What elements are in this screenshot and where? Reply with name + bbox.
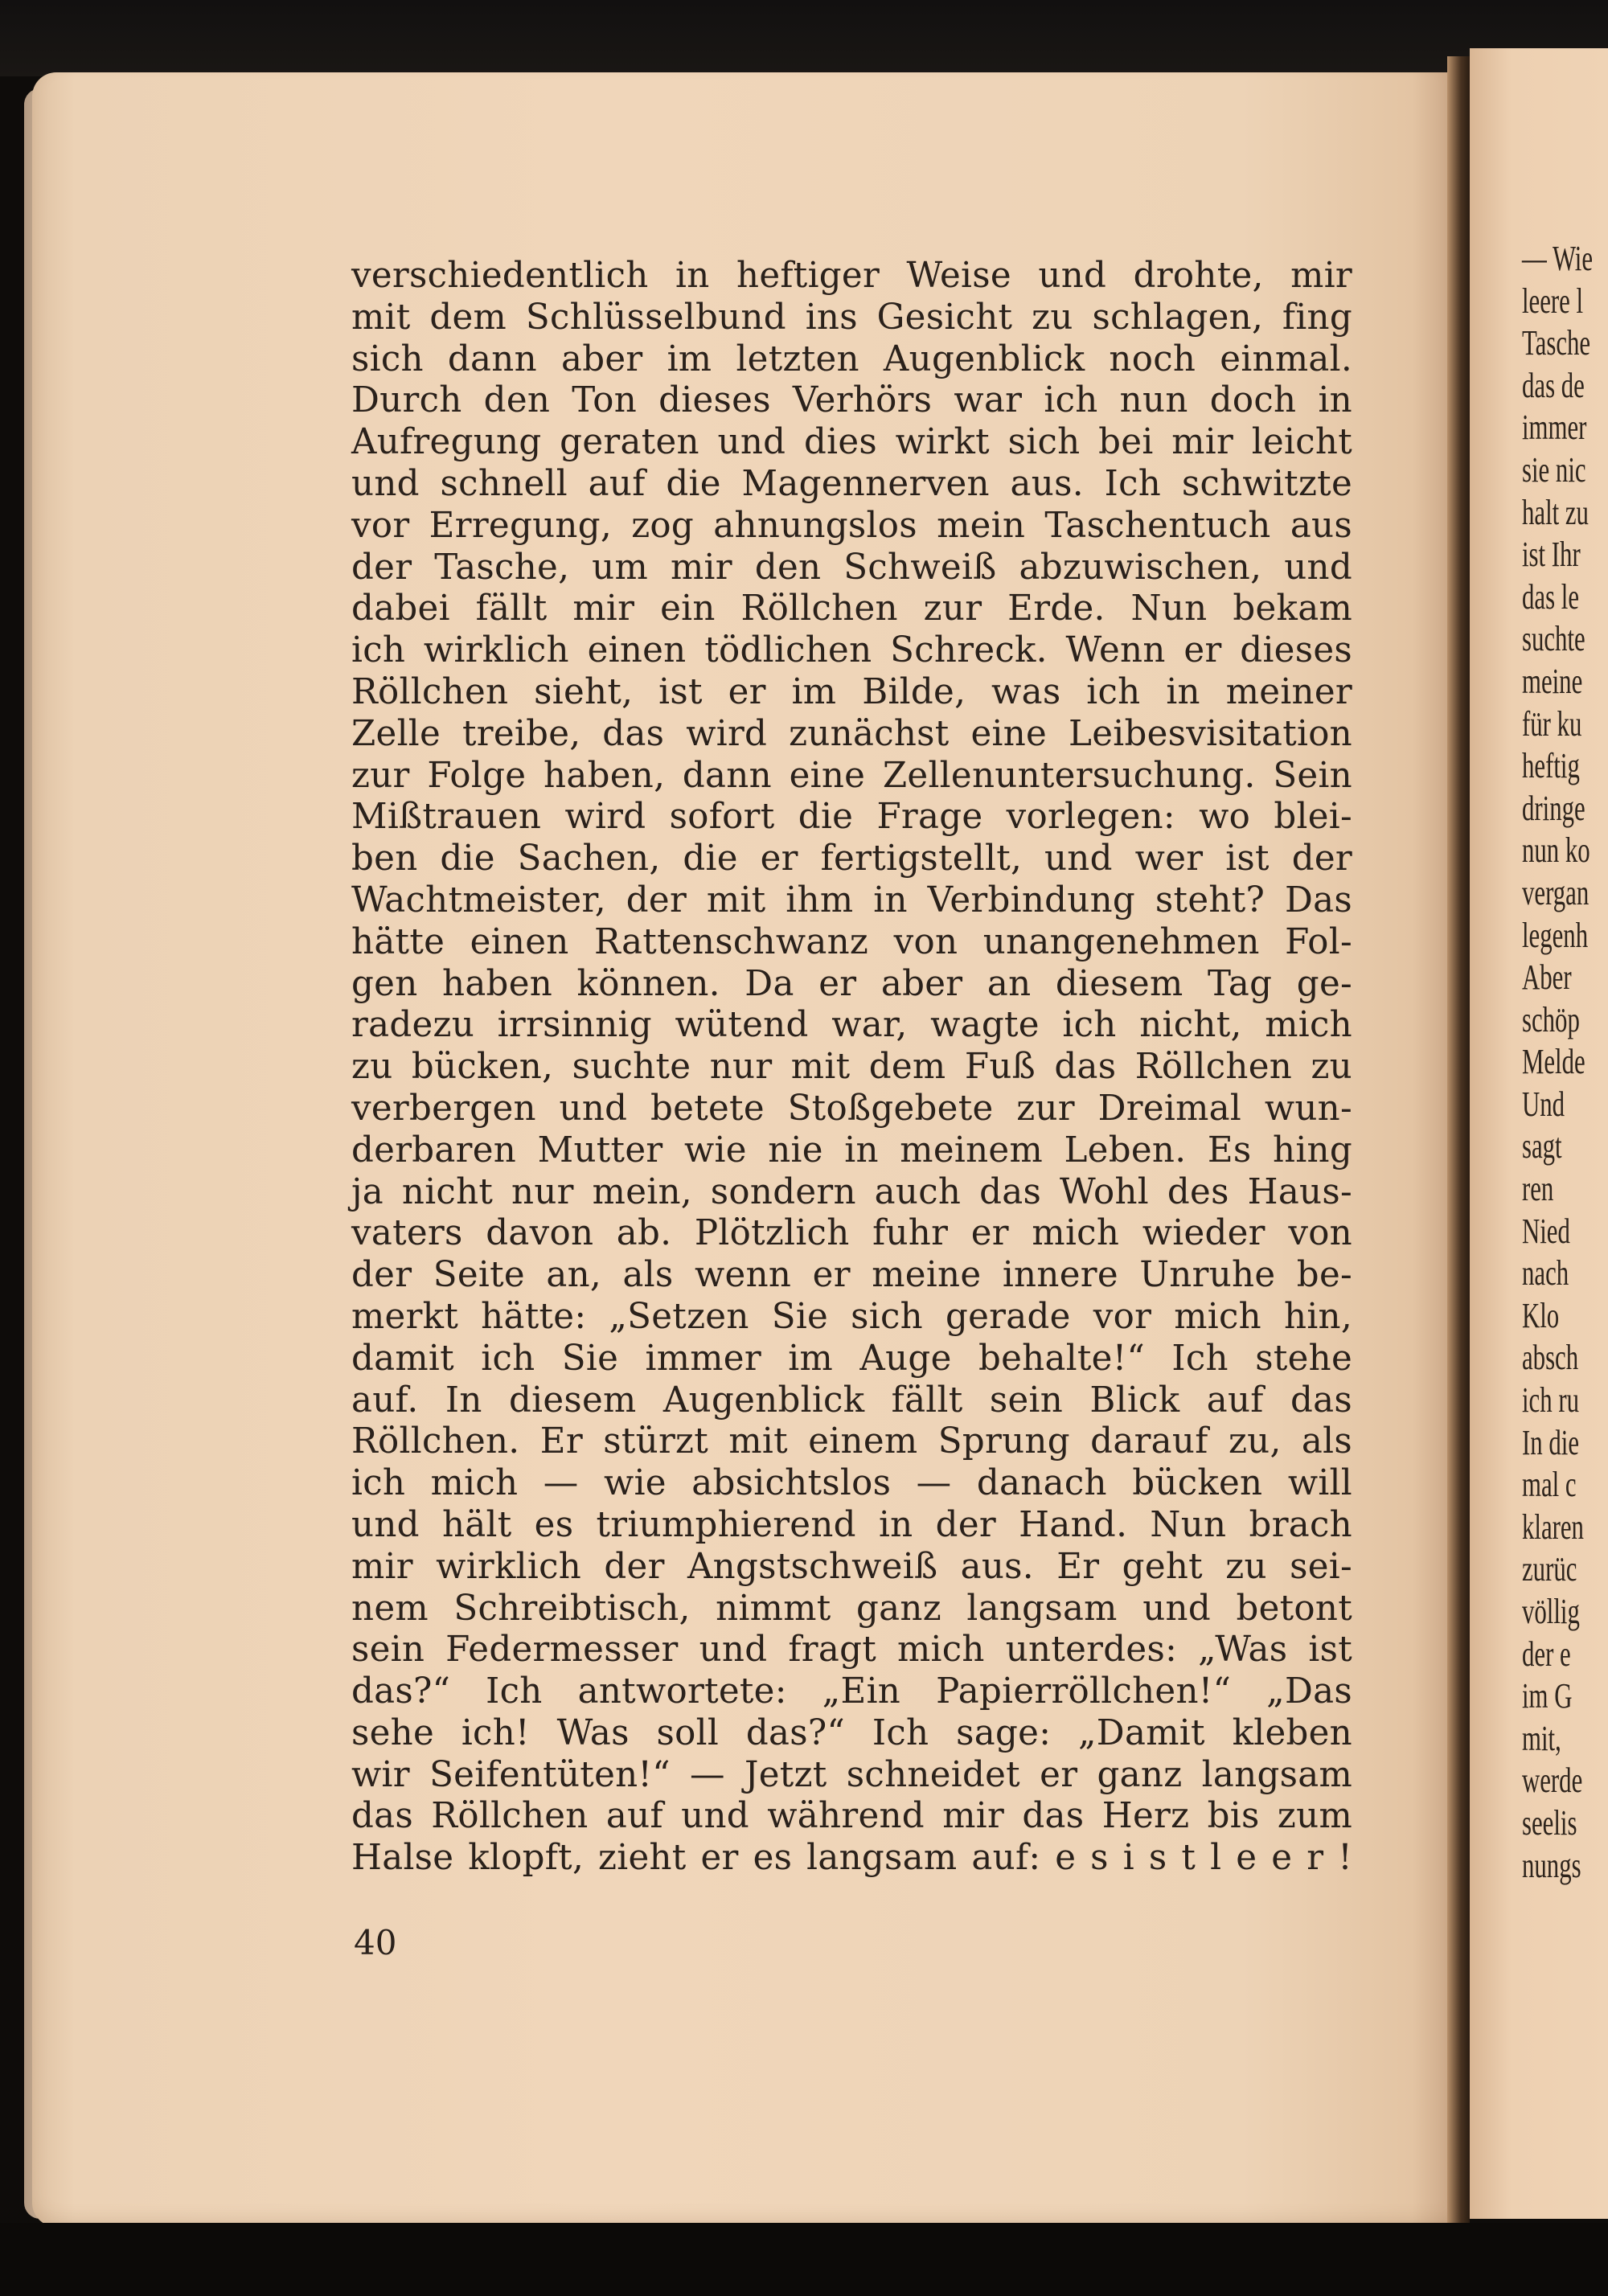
text-line: zur Folge haben, dann eine Zellenuntersuchung. Sein [351, 755, 1352, 796]
right-page-line: In die [1522, 1422, 1579, 1462]
text-line: hätte einen Rattenschwanz von unangenehmen Fol- [351, 921, 1352, 962]
text-line: sehe ich! Was soll das?“ Ich sage: „Damit kleben [351, 1712, 1352, 1753]
text-line: dabei fällt mir ein Röllchen zur Erde. Nun bekam [351, 588, 1352, 629]
text-line: mir wirklich der Angstschweiß aus. Er geht zu sei- [351, 1546, 1352, 1587]
text-line: vaters davon ab. Plötzlich fuhr er mich wieder von [351, 1213, 1352, 1254]
text-line: Durch den Ton dieses Verhörs war ich nun doch in [351, 380, 1352, 421]
page-number: 40 [354, 1923, 397, 1962]
right-page-line: nach [1522, 1253, 1569, 1294]
right-page-line: ren [1522, 1169, 1554, 1209]
text-line: sich dann aber im letzten Augenblick noch einmal. [351, 338, 1352, 379]
right-page-line: nungs [1522, 1845, 1581, 1885]
text-line: mit dem Schlüsselbund ins Gesicht zu schlagen, fing [351, 297, 1352, 338]
text-line: nem Schreibtisch, nimmt ganz langsam und betont [351, 1588, 1352, 1629]
text-line: Mißtrauen wird sofort die Frage vorlegen: wo blei- [351, 797, 1352, 838]
right-page-line: — Wie [1522, 239, 1594, 278]
text-line: und hält es triumphierend in der Hand. Nun brach [351, 1504, 1352, 1545]
right-page-line: halt zu [1522, 492, 1589, 532]
text-line: auf. In diesem Augenblick fällt sein Blick auf das [351, 1380, 1352, 1421]
text-line: Halse klopft, zieht er es langsam auf: e s i s t l e e r ! [351, 1838, 1352, 1879]
right-page-line: Tasche [1522, 323, 1591, 363]
right-page-line: mit, [1522, 1718, 1561, 1758]
text-line: Wachtmeister, der mit ihm in Verbindung steht? Das [351, 879, 1352, 920]
text-line: verschiedentlich in heftiger Weise und drohte, mir [351, 256, 1352, 296]
right-page-line: suchte [1522, 619, 1585, 659]
text-line: Röllchen sieht, ist er im Bilde, was ich in meiner [351, 671, 1352, 712]
right-page-line: zurüc [1522, 1549, 1577, 1589]
right-page-line: schöp [1522, 999, 1580, 1039]
right-page-line: seelis [1522, 1802, 1577, 1843]
right-page-line: immer [1522, 408, 1587, 448]
text-line: Röllchen. Er stürzt mit einem Sprung darauf zu, als [351, 1421, 1352, 1462]
right-page-line: mal c [1522, 1465, 1577, 1505]
right-page-line: legenh [1522, 915, 1589, 955]
right-page-line: absch [1522, 1338, 1579, 1378]
text-line: zu bücken, suchte nur mit dem Fuß das Röllchen zu [351, 1047, 1352, 1088]
right-page-line: sagt [1522, 1126, 1562, 1166]
text-line: damit ich Sie immer im Auge behalte!“ Ich stehe [351, 1338, 1352, 1379]
text-line: vor Erregung, zog ahnungslos mein Taschentuch aus [351, 505, 1352, 546]
right-page-line: Aber [1522, 957, 1572, 998]
right-page-line: Und [1522, 1084, 1565, 1124]
right-page-line: heftig [1522, 746, 1580, 786]
right-page-line: das le [1522, 576, 1579, 617]
text-line: sein Federmesser und fragt mich unterdes: „Was ist [351, 1630, 1352, 1671]
text-line: Zelle treibe, das wird zunächst eine Leibesvisitation [351, 713, 1352, 754]
right-page-line: der e [1522, 1634, 1571, 1674]
text-line: das Röllchen auf und während mir das Herz bis zum [351, 1796, 1352, 1837]
right-page-line: Melde [1522, 1042, 1585, 1082]
background-bottom [0, 2223, 1608, 2296]
right-page-line: für ku [1522, 703, 1582, 744]
right-page-line: vergan [1522, 872, 1590, 912]
text-line: ich wirklich einen tödlichen Schreck. Wenn er dieses [351, 630, 1352, 671]
right-page-line: Klo [1522, 1295, 1560, 1335]
right-page-text-fragments [1522, 238, 1594, 1887]
right-page-line: werde [1522, 1761, 1583, 1801]
right-page-line: meine [1522, 661, 1583, 701]
right-page-line: leere l [1522, 281, 1584, 321]
book-gutter [1447, 56, 1470, 2227]
text-line: Aufregung geraten und dies wirkt sich bei mir leicht [351, 422, 1352, 463]
right-page-line: im G [1522, 1676, 1573, 1716]
right-page-line: ist Ihr [1522, 535, 1581, 575]
right-page-line: ich ru [1522, 1380, 1579, 1421]
text-line: und schnell auf die Magennerven aus. Ich schwitzte [351, 463, 1352, 504]
right-page-line: dringe [1522, 788, 1585, 828]
text-line: ich mich — wie absichtslos — danach bücken will [351, 1463, 1352, 1504]
text-line: das?“ Ich antwortete: „Ein Papierröllchen!“ „Das [351, 1671, 1352, 1712]
text-line: ben die Sachen, die er fertigstellt, und wer ist der [351, 838, 1352, 879]
background-top [0, 0, 1608, 76]
right-page-line: sie nic [1522, 449, 1586, 490]
text-line: der Seite an, als wenn er meine innere Unruhe be- [351, 1255, 1352, 1296]
text-line: verbergen und betete Stoßgebete zur Dreimal wun- [351, 1088, 1352, 1129]
body-text [351, 256, 1352, 1880]
text-line: radezu irrsinnig wütend war, wagte ich nicht, mich [351, 1005, 1352, 1046]
right-page-line: völlig [1522, 1592, 1580, 1631]
text-line: derbaren Mutter wie nie in meinem Leben. Es hing [351, 1130, 1352, 1171]
text-line: gen haben können. Da er aber an diesem Tag ge- [351, 963, 1352, 1004]
text-line: merkt hätte: „Setzen Sie sich gerade vor mich hin, [351, 1296, 1352, 1337]
right-page-line: nun ko [1522, 830, 1590, 871]
right-page-line: das de [1522, 365, 1585, 405]
right-page-line: Nied [1522, 1211, 1570, 1251]
text-line: wir Seifentüten!“ — Jetzt schneidet er ganz langsam [351, 1754, 1352, 1795]
text-line: ja nicht nur mein, sondern auch das Wohl des Haus- [351, 1171, 1352, 1212]
right-page-line: klaren [1522, 1507, 1584, 1547]
text-line: der Tasche, um mir den Schweiß abzuwischen, und [351, 547, 1352, 588]
